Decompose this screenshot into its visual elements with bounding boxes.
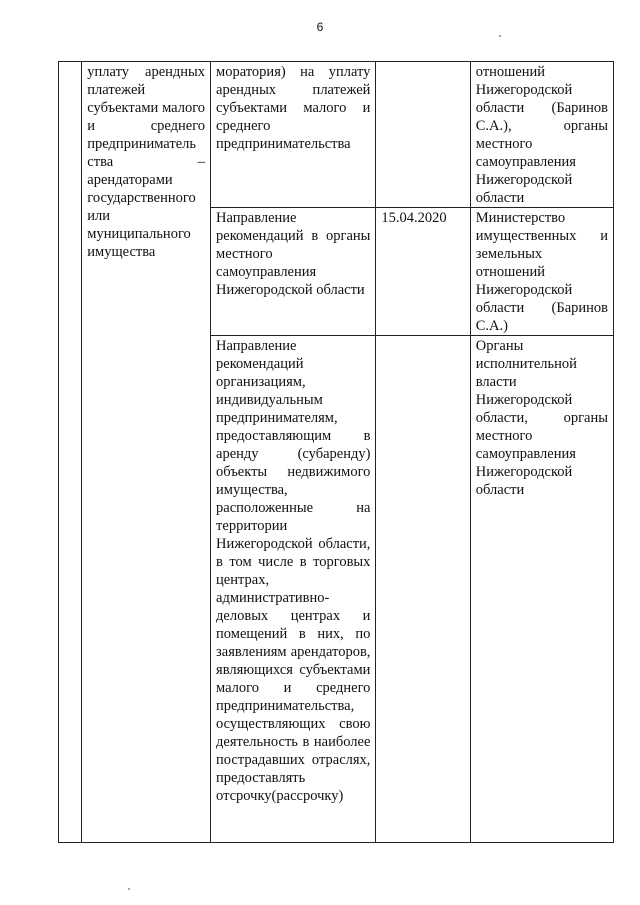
measures-table <box>58 61 614 843</box>
date-cell <box>376 336 470 843</box>
scan-speck <box>499 35 501 37</box>
responsible-cell <box>470 208 613 336</box>
table-row <box>59 62 614 208</box>
measure-cell <box>211 62 376 208</box>
date-cell <box>376 208 470 336</box>
date-text: 15.04.2020 <box>381 210 447 226</box>
responsible-cell <box>470 62 613 208</box>
measure-text: Направление рекомендаций организациям, индивидуальным предпринимателям, предоставляющим в аренду (субаренду) объекты недвижимого имущества, расположенные на территории Нижегородской области, в том числе в торговых центрах, административно-деловых центрах и помещений в них, по заявлениям арендаторов, являющихся субъектами малого и среднего предпринимательства, осуществляющих свою деятельность в наиболее пострадавших отраслях, предоставлять отсрочку(рассрочку) <box>216 338 371 804</box>
measure-text: моратория) на уплату арендных платежей субъектами малого и среднего предпринимательства <box>216 64 371 152</box>
responsible-text: отношений Нижегородской области (Баринов С.А.), органы местного самоуправления Нижегородской области <box>475 64 608 206</box>
task-text: уплату арендных платежей субъектами малого и среднего предприниматель ства – арендаторами государственного или муниципального имущества <box>87 64 206 260</box>
measure-cell <box>211 208 376 336</box>
scan-speck <box>128 888 130 890</box>
row-number-cell <box>59 62 82 843</box>
responsible-cell <box>470 336 613 843</box>
responsible-text: Органы исполнительной власти Нижегородской области, органы местного самоуправления Нижегородской области <box>475 338 608 498</box>
measure-cell <box>211 336 376 843</box>
measure-text: Направление рекомендаций в органы местного самоуправления Нижегородской области <box>216 210 371 298</box>
responsible-text: Министерство имущественных и земельных отношений Нижегородской области (Баринов С.А.) <box>475 210 608 334</box>
task-cell <box>82 62 211 843</box>
page-number: 6 <box>316 20 324 34</box>
date-cell <box>376 62 470 208</box>
